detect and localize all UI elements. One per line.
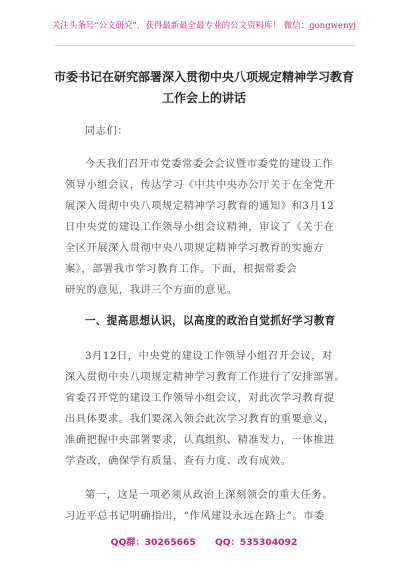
salutation: 同志们： [85, 126, 129, 137]
paragraph-line: 3月12日，中央党的建设工作领导小组召开会议，对 [85, 351, 333, 362]
header-divider [55, 45, 355, 46]
paragraph-line: 案》，部署我市学习教育工作。下面，根据常委会 [65, 264, 298, 275]
paragraph-line: 出具体要求。我们要深入领会此次学习教育的重要意义， [65, 414, 335, 425]
paragraph-line: 省委召开党的建设工作领导小组会议，对此次学习教育提 [65, 393, 335, 404]
document-title-line-2: 工作会上的讲话 [161, 91, 246, 105]
footer-qq-group: QQ群：30265665 [110, 537, 196, 548]
paragraph-line: 日中央党的建设工作领导小组会议精神，审议了《关于在 [65, 222, 335, 233]
paragraph-line: 展深入贯彻中央八项规定精神学习教育的通知》和3月12 [65, 201, 335, 212]
paragraph-line: 深入贯彻中央八项规定精神学习教育工作进行了安排部署。 [65, 372, 346, 383]
paragraph-line: 第一，这是一项必须从政治上深刻领会的重大任务。 [85, 490, 334, 501]
header-note: 关注头条号“公文研究”，获得最新最全最专业的公文资料库！ 微信：gongwenyj [51, 20, 357, 30]
footer-contact [0, 534, 408, 548]
paragraph-line: 习近平总书记明确指出，“作风建设永远在路上”。市委 [65, 511, 325, 522]
paragraph-line: 全区开展深入贯彻中央八项规定精神学习教育的实施方 [65, 243, 324, 254]
section-heading-1: 一、提高思想认识，以高度的政治自觉抓好学习教育 [85, 315, 336, 327]
footer-qq-number: QQ：535304092 [215, 537, 298, 548]
paragraph-line: 学查改，确保学有质量、查有力度、改有成效。 [65, 456, 292, 467]
document-title-line-1: 市委书记在研究部署深入贯彻中央八项规定精神学习教育 [53, 70, 354, 84]
paragraph-line: 领导小组会议，传达学习《中共中央办公厅关于在全党开 [65, 180, 335, 191]
paragraph-line: 今天我们召开市党委常委会会议暨市委党的建设工作 [85, 159, 334, 170]
paragraph-line: 准确把握中央部署要求，认真组织、精准发力，一体推进 [65, 435, 335, 446]
paragraph-line: 研究的意见，我讲三个方面的意见。 [65, 285, 238, 296]
